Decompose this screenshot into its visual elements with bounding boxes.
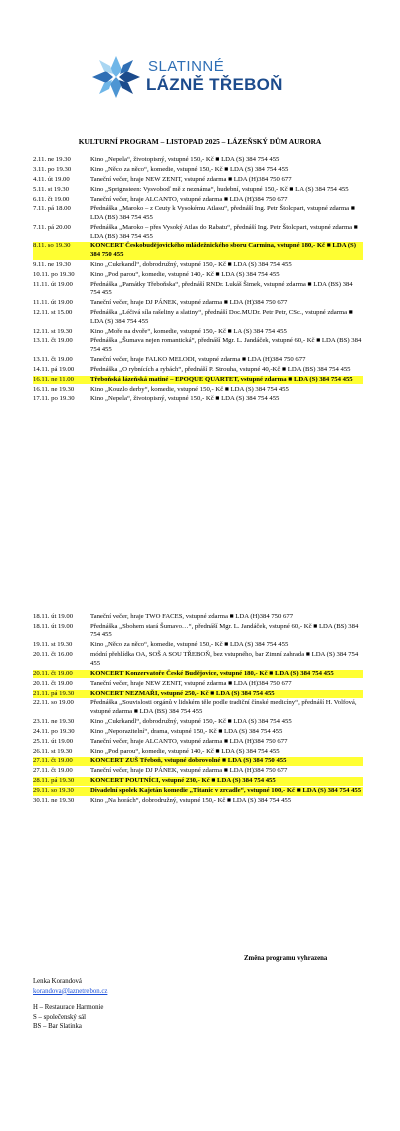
event-date: 30.11. ne 19.30 bbox=[33, 797, 75, 805]
event-date: 16.11. ne 11.00 bbox=[33, 376, 90, 385]
event-date: 6.11. čt 19.00 bbox=[33, 195, 70, 203]
event-description: Třeboňská lázeňská matiné – EPOQUE QUARTET, vstupné zdarma ■ LDA (S) 384 754 455 bbox=[90, 376, 363, 385]
event-description: Taneční večer, hraje DJ PÁNEK, vstupné zdarma ■ LDA (H)384 750 677 bbox=[90, 299, 288, 307]
event-date: 14.11. pá 19.00 bbox=[33, 365, 75, 373]
event-date: 20.11. čt 19.00 bbox=[33, 679, 73, 687]
event-date: 7.11. pá 20.00 bbox=[33, 223, 71, 231]
event-row bbox=[33, 738, 363, 747]
event-description: Taneční večer, hraje ALCANTO, vstupné zdarma ■ LDA (H)384 750 677 bbox=[90, 737, 288, 745]
event-date: 27.11. čt 19.00 bbox=[33, 757, 90, 766]
event-description: Kino „Pod parou“, komedie, vstupné 140,- Kč ■ LDA (S) 384 754 455 bbox=[90, 747, 280, 755]
event-description: Kino „Neporazitelní“, drama, vstupné 150,- Kč ■ LDA (S) 384 754 455 bbox=[90, 727, 283, 735]
events-part1 bbox=[33, 156, 363, 405]
event-date: 3.11. po 19.30 bbox=[33, 165, 72, 173]
event-description: Kino „Něco za něco“, komedie, vstupné 150,- Kč ■ LDA (S) 384 754 455 bbox=[90, 165, 289, 173]
event-description: Přednáška „Souvislosti orgánů v lidském těle podle tradiční čínské medicíny“, přednáší H. Volfová, vstupné zdarma ■ LDA (BS) 384 754 455 bbox=[90, 699, 357, 716]
event-description: módní přehlídka OA, SOŠ A SOU TŘEBOŇ, bez vstupného, bar Zimní zahrada ■ LDA (S) 384 754 455 bbox=[90, 651, 359, 667]
event-row bbox=[33, 718, 363, 727]
event-description: Divadelní spolek Kajetán komedie „Titanic v zrcadle“, vstupné 100,- Kč ■ LDA (S) 384 754 455 bbox=[90, 787, 362, 795]
event-row bbox=[33, 328, 363, 337]
event-row bbox=[33, 271, 363, 280]
event-date: 13.11. čt 19.00 bbox=[33, 355, 73, 363]
event-description: Taneční večer, hraje NEW ZENIT, vstupné zdarma ■ LDA (H)384 750 677 bbox=[90, 175, 292, 183]
event-description: Přednáška „Památky Třeboňska“, přednáší RNDr. Lukáš Šimek, vstupné zdarma ■ LDA (BS) 384 754 455 bbox=[90, 280, 353, 297]
event-row bbox=[33, 787, 363, 796]
event-row bbox=[33, 651, 363, 668]
event-date: 12.11. st 19.30 bbox=[33, 327, 73, 335]
event-description: KONCERT NEZMAŘI, vstupné 250,- Kč ■ LDA (S) 384 754 455 bbox=[90, 690, 363, 699]
contact bbox=[33, 977, 107, 996]
event-description: Kino „Kouzlo derby“, komedie, vstupné 150,- Kč ■ LDA (S) 384 754 455 bbox=[90, 385, 289, 393]
legend-item: H – Restaurace Harmonie bbox=[33, 1004, 104, 1011]
event-row bbox=[33, 166, 363, 175]
event-row bbox=[33, 242, 363, 259]
event-date: 23.11. ne 19.30 bbox=[33, 717, 75, 725]
event-description: Kino „Něco za něco“, komedie, vstupné 150,- Kč ■ LDA (S) 384 754 455 bbox=[90, 641, 289, 649]
event-date: 24.11. po 19.30 bbox=[33, 727, 75, 735]
event-description: Taneční večer, hraje FALKO MELODI, vstupné zdarma ■ LDA (H)384 750 677 bbox=[90, 355, 306, 363]
logo-line2: LÁZNĚ TŘEBOŇ bbox=[146, 75, 283, 94]
event-description: Přednáška „O rybnících a rybách“, přednáší P. Strouha, vstupné 40,-Kč ■ LDA (BS) 384 754 455 bbox=[90, 365, 351, 373]
event-description: KONCERT ZUŠ Třeboň, vstupné dobrovolné ■ LDA (S) 384 750 455 bbox=[90, 757, 363, 766]
event-date: 19.11. st 19.30 bbox=[33, 641, 73, 649]
logo bbox=[92, 56, 292, 98]
event-row bbox=[33, 261, 363, 270]
program-change-notice: Změna programu vyhrazena bbox=[244, 955, 328, 962]
event-row bbox=[33, 156, 363, 165]
event-description: Přednáška „Maroko – přes Vysoký Atlas do Rabatu“, přednáší Ing. Petr Štolcpart, vstupné zdarma ■ LDA (BS) 384 754 455 bbox=[90, 223, 358, 240]
event-date: 16.11. ne 19.30 bbox=[33, 385, 75, 393]
event-date: 13.11. čt 19.00 bbox=[33, 337, 73, 345]
event-row bbox=[33, 376, 363, 385]
legend-item: BS – Bar Slatinka bbox=[33, 1023, 82, 1031]
event-row bbox=[33, 299, 363, 308]
event-description: Kino „Pod parou“, komedie, vstupné 140,- Kč ■ LDA (S) 384 754 455 bbox=[90, 270, 280, 278]
event-row bbox=[33, 680, 363, 689]
event-row bbox=[33, 757, 363, 766]
event-date: 18.11. út 19.00 bbox=[33, 622, 74, 630]
event-date: 28.11. pá 19.30 bbox=[33, 777, 90, 786]
events-part2 bbox=[33, 613, 363, 807]
event-row bbox=[33, 748, 363, 757]
event-description: Kino „Cukrkandl“, dobrodružný, vstupné 150,- Kč ■ LDA (S) 384 754 455 bbox=[90, 717, 292, 725]
event-row bbox=[33, 337, 363, 354]
event-row bbox=[33, 641, 363, 650]
event-date: 10.11. po 19.30 bbox=[33, 270, 75, 278]
event-date: 29.11. so 19.30 bbox=[33, 787, 90, 796]
event-date: 11.11. út 19.00 bbox=[33, 280, 73, 288]
program-heading: KULTURNÍ PROGRAM – LISTOPAD 2025 – LÁZEŇSKÝ DŮM AURORA bbox=[78, 137, 322, 146]
event-date: 11.11. út 19.00 bbox=[33, 299, 73, 307]
event-date: 8.11. so 19.30 bbox=[33, 242, 90, 259]
event-description: KONCERT POUTNÍCI, vstupné 230,- Kč ■ LDA (S) 384 754 455 bbox=[90, 777, 363, 786]
event-date: 9.11. ne 19.30 bbox=[33, 260, 71, 268]
event-date: 12.11. st 15.00 bbox=[33, 309, 73, 317]
event-date: 4.11. út 19.00 bbox=[33, 175, 70, 183]
event-description: Kino „Cukrkandl“, dobrodružný, vstupné 150,- Kč ■ LDA (S) 384 754 455 bbox=[90, 260, 292, 268]
event-row bbox=[33, 366, 363, 375]
event-date: 26.11. st 19.30 bbox=[33, 747, 73, 755]
event-row bbox=[33, 205, 363, 222]
event-row bbox=[33, 309, 363, 326]
logo-star-icon bbox=[92, 56, 140, 98]
contact-name: Lenka Korandová bbox=[33, 978, 82, 985]
event-row bbox=[33, 670, 363, 679]
event-description: Taneční večer, hraje ALCANTO, vstupné zdarma ■ LDA (H)384 750 677 bbox=[90, 195, 288, 203]
event-row bbox=[33, 699, 363, 716]
event-date: 5.11. st 19.30 bbox=[33, 185, 69, 193]
event-row bbox=[33, 690, 363, 699]
event-description: Kino „Nepela“, životopisný, vstupné 150,- Kč ■ LDA (S) 384 754 455 bbox=[90, 156, 280, 163]
event-date: 27.11. čt 19.00 bbox=[33, 767, 73, 775]
event-row bbox=[33, 356, 363, 365]
event-row bbox=[33, 176, 363, 185]
event-description: Přednáška „Léčivá síla rašeliny a slatiny“, přednáší Doc.MUDr. Petr Petr, CSc., vstupné zdarma ■ LDA (S) 384 754 455 bbox=[90, 309, 353, 325]
event-description: Přednáška „Maroko – z Ceuty k Vysokému Atlasu“, přednáší Ing. Petr Štolcpart, vstupné zdarma ■ LDA (BS) 384 754 455 bbox=[90, 205, 355, 222]
event-date: 20.11. čt 19.00 bbox=[33, 670, 90, 679]
event-row bbox=[33, 395, 363, 404]
event-row bbox=[33, 196, 363, 205]
event-row bbox=[33, 767, 363, 776]
event-row bbox=[33, 613, 363, 622]
event-date: 22.11. so 19.00 bbox=[33, 699, 74, 707]
logo-line1: SLATINNÉ bbox=[148, 58, 225, 75]
event-row bbox=[33, 623, 363, 640]
event-description: Kino „Na horách“, dobrodružný, vstupné 150,- Kč ■ LDA (S) 384 754 455 bbox=[90, 797, 292, 805]
event-row bbox=[33, 224, 363, 241]
event-date: 21.11. pá 19.30 bbox=[33, 690, 90, 699]
event-description: Kino „Nepela“, životopisný, vstupné 150,- Kč ■ LDA (S) 384 754 455 bbox=[90, 395, 280, 403]
event-description: Taneční večer, hraje TWO FACES, vstupné zdarma ■ LDA (H)384 750 677 bbox=[90, 613, 294, 620]
event-date: 20.11. čt 16.00 bbox=[33, 651, 73, 659]
event-date: 18.11. út 19.00 bbox=[33, 613, 74, 620]
event-description: Kino „Sprignsteen: Vysvoboď mě z neznáma“, hudební, vstupné 150,- Kč ■ LA (S) 384 754 455 bbox=[90, 185, 349, 193]
event-description: KONCERT Českobudějovického mládežnického sboru Carmina, vstupné 180,- Kč ■ LDA (S) 384 750 455 bbox=[90, 242, 363, 259]
event-description: Přednáška „Šumava nejen romantická“, přednáší Mgr. L. Jandáček, vstupné 60,- Kč ■ LDA (BS) 384 754 455 bbox=[90, 337, 362, 354]
contact-email-link[interactable]: korandova@laznetrebon.cz bbox=[33, 987, 108, 995]
event-row bbox=[33, 728, 363, 737]
event-description: Taneční večer, hraje NEW ZENIT, vstupné zdarma ■ LDA (H)384 750 677 bbox=[90, 679, 292, 687]
event-row bbox=[33, 186, 363, 195]
event-row bbox=[33, 281, 363, 298]
venue-legend bbox=[33, 1003, 103, 1032]
event-row bbox=[33, 386, 363, 395]
event-row bbox=[33, 777, 363, 786]
legend-item: S – společenský sál bbox=[33, 1013, 87, 1021]
event-description: Taneční večer, hraje DJ PÁNEK, vstupné zdarma ■ LDA (H)384 750 677 bbox=[90, 767, 288, 775]
event-date: 25.11. út 19.00 bbox=[33, 737, 74, 745]
event-description: KONCERT Konzervatoře České Budějovice, vstupné 180,- Kč ■ LDA (S) 384 754 455 bbox=[90, 670, 363, 679]
event-description: Kino „Moře na dvoře“, komedie, vstupné 150,- Kč ■ LA (S) 384 754 455 bbox=[90, 327, 287, 335]
event-date: 7.11. pá 18.00 bbox=[33, 205, 71, 213]
event-date: 2.11. ne 19.30 bbox=[33, 156, 71, 163]
event-date: 17.11. po 19.30 bbox=[33, 395, 75, 403]
event-description: Přednáška „Sbohem stará Šumavo…“, přednáší Mgr. L. Jandáček, vstupné 60,- Kč ■ LDA (BS) 384 754 455 bbox=[90, 622, 359, 639]
event-row bbox=[33, 797, 363, 806]
